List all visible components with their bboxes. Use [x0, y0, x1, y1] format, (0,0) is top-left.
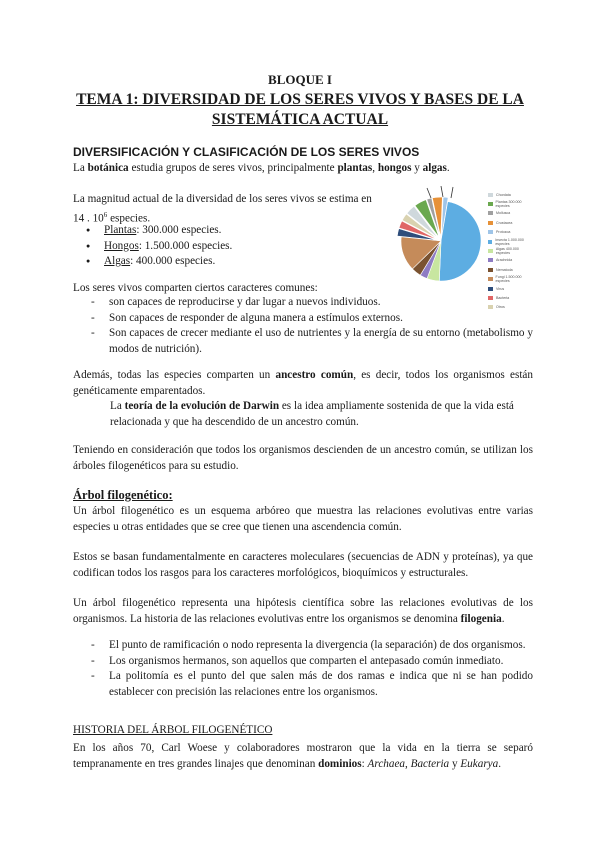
- legend-label: Nematoda: [496, 267, 513, 272]
- legend-entry: [488, 246, 533, 255]
- biodiversity-pie-chart: [393, 186, 533, 310]
- list-item: ● Algas: 400.000 especies.: [86, 254, 232, 270]
- legend-swatch: [488, 240, 492, 244]
- phylogenetic-trees-paragraph: Teniendo en consideración que todos los organismos descienden de un ancestro común, se utilizan los árboles filogenéticos para su estudio.: [73, 444, 533, 472]
- list-item: - Los organismos hermanos, son aquellos que comparten el antepasado común inmediato.: [91, 654, 504, 667]
- species-count-list: [86, 223, 232, 270]
- list-item: - La politomía es el punto del que salen más de dos ramas e indica que ni se han podido establecer con precisión las relaciones entre los organismos.: [91, 670, 533, 698]
- term-botanica: botánica: [87, 162, 129, 174]
- pointer-arrow: [427, 188, 431, 198]
- shared-characters-list: [91, 295, 533, 357]
- magnitude-paragraph: La magnitud actual de la diversidad de los seres vivos se estima en 14 . $10^6$ especies.: [73, 193, 372, 225]
- legend-swatch: [488, 230, 493, 234]
- legend-entry: [488, 190, 533, 199]
- legend-label: Chordata: [496, 192, 511, 197]
- section-title-diversification: DIVERSIFICACIÓN Y CLASIFICACIÓN DE LOS SERES VIVOS: [73, 145, 420, 159]
- legend-swatch: [488, 268, 493, 272]
- legend-entry: [488, 218, 533, 227]
- section-title-history: HISTORIA DEL ÁRBOL FILOGENÉTICO: [73, 724, 273, 736]
- legend-entry: [488, 228, 533, 237]
- term-darwin: teoría de la evolución de Darwin: [124, 400, 280, 412]
- list-item: - El punto de ramificación o nodo representa la divergencia (la separación) de dos organismos.: [91, 639, 526, 651]
- legend-swatch: [488, 202, 493, 206]
- legend-swatch: [488, 211, 493, 215]
- legend-swatch: [488, 193, 493, 197]
- term-hongos: hongos: [377, 162, 412, 174]
- tree-definition-paragraph: Un árbol filogenético es un esquema arbóreo que muestra las relaciones evolutivas entre varias especies u otras entidades que se cree que tienen una ascendencia común.: [73, 505, 533, 533]
- common-ancestor-paragraph: Además, todas las especies comparten un ancestro común, es decir, todos los organismos están genéticamente emparentados.: [73, 369, 533, 397]
- legend-entry: [488, 209, 533, 218]
- tree-concepts-list: [91, 638, 533, 700]
- legend-label: Protozoa: [496, 230, 511, 235]
- list-item: - Son capaces de crecer mediante el uso de nutrientes y la energía de su entorno (metabolismo y modos de nutrición).: [91, 327, 533, 355]
- legend-entry: [488, 256, 533, 265]
- darwin-paragraph: La teoría de la evolución de Darwin es la idea ampliamente sostenida de que la vida está relacionada y que ha descendido de un ancestro común.: [110, 400, 514, 428]
- legend-swatch: [488, 221, 493, 225]
- legend-label: Arachnida: [496, 258, 513, 263]
- legend-label: Crustacea: [496, 220, 513, 225]
- legend-label: Fungi 1.500.000 especies: [495, 275, 522, 284]
- pie-chart-svg: [393, 186, 483, 286]
- list-item: - Son capaces de responder de alguna manera a estímulos externos.: [91, 311, 403, 324]
- legend-label: Algas 400.000 especies: [495, 247, 519, 256]
- legend-entry: [488, 265, 533, 274]
- term-algas: algas: [422, 162, 447, 174]
- legend-label: Bacteria: [496, 295, 510, 300]
- legend-label: Virus: [496, 286, 505, 291]
- list-item: ● Plantas: 300.000 especies.: [86, 223, 232, 239]
- legend-entry: [488, 237, 533, 246]
- shared-characters-intro: Los seres vivos comparten ciertos caracteres comunes:: [73, 282, 318, 294]
- intro-paragraph: La botánica estudia grupos de seres vivos, principalmente plantas, hongos y algas.: [73, 162, 450, 174]
- topic-title-line1: TEMA 1: DIVERSIDAD DE LOS SERES VIVOS Y BASES DE LA: [76, 91, 524, 108]
- molecular-basis-paragraph: Estos se basan fundamentalmente en caracteres moleculares (secuencias de ADN y proteínas), ya que codifican todos los rasgos para los caracteres morfológicos, bioquímicos y estructurales.: [73, 551, 533, 579]
- legend-label: Mollusca: [496, 211, 511, 216]
- legend-label: Otros: [496, 305, 505, 310]
- block-heading: BLOQUE I: [268, 72, 332, 87]
- section-title-phylogenetic-tree: Árbol filogenético:: [73, 488, 173, 502]
- term-ancestro-comun: ancestro común: [275, 369, 354, 381]
- legend-label: Plantas 300.000 especies: [495, 200, 522, 209]
- term-filogenia: filogenia: [460, 613, 502, 625]
- list-item: ● Hongos: 1.500.000 especies.: [86, 239, 232, 255]
- legend-label: Insecta 1.000.000 especies: [495, 237, 524, 246]
- legend-swatch: [488, 249, 493, 253]
- list-item: - son capaces de reproducirse y dar lugar a nuevos individuos.: [91, 296, 381, 308]
- phylogeny-paragraph: Un árbol filogenético representa una hipótesis científica sobre las relaciones evolutivas de los organismos. La historia de las relaciones evolutivas entre los organismos se denomina filogenia.: [73, 597, 533, 625]
- term-plantas: plantas: [337, 162, 373, 174]
- legend-entry: [488, 199, 533, 208]
- topic-title-line2: SISTEMÁTICA ACTUAL: [211, 111, 389, 128]
- pointer-arrow: [451, 187, 453, 198]
- topic-title: [0, 90, 600, 130]
- history-paragraph: En los años 70, Carl Woese y colaboradores mostraron que la vida en la tierra se separó tempranamente en tres grandes linajes que denominan dominios: Archaea, Bacteria y Eukarya.: [73, 742, 533, 770]
- pie-slice: [439, 202, 481, 281]
- term-dominios: dominios: [318, 758, 362, 770]
- pointer-arrow: [441, 186, 443, 197]
- legend-swatch: [488, 258, 493, 262]
